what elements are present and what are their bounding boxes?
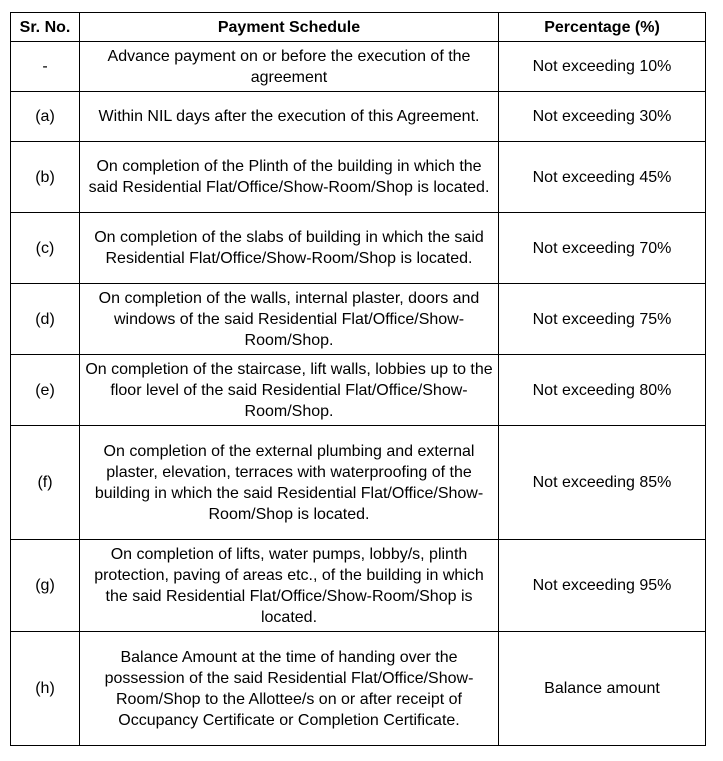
payment-schedule-table [10, 12, 706, 746]
percentage-cell: Not exceeding 30% [499, 92, 706, 142]
schedule-cell: On completion of lifts, water pumps, lobby/s, plinth protection, paving of areas etc., of the building in which the said Residential Flat/Office/Show-Room/Shop is located. [80, 540, 499, 632]
percentage-cell: Not exceeding 45% [499, 142, 706, 213]
table-row [11, 42, 706, 92]
header-sr-no: Sr. No. [11, 13, 80, 42]
percentage-cell: Not exceeding 10% [499, 42, 706, 92]
table-row [11, 284, 706, 355]
schedule-cell: On completion of the walls, internal plaster, doors and windows of the said Residential Flat/Office/Show-Room/Shop. [80, 284, 499, 355]
percentage-cell: Not exceeding 70% [499, 213, 706, 284]
table-row [11, 142, 706, 213]
percentage-cell: Not exceeding 75% [499, 284, 706, 355]
table-row [11, 540, 706, 632]
sr-no-cell: (a) [11, 92, 80, 142]
table-row [11, 426, 706, 540]
sr-no-cell: - [11, 42, 80, 92]
schedule-cell: On completion of the Plinth of the building in which the said Residential Flat/Office/Show-Room/Shop is located. [80, 142, 499, 213]
sr-no-cell: (e) [11, 355, 80, 426]
schedule-cell: Advance payment on or before the execution of the agreement [80, 42, 499, 92]
schedule-cell: Balance Amount at the time of handing over the possession of the said Residential Flat/Office/Show-Room/Shop to the Allottee/s on or after receipt of Occupancy Certificate or Completion Certificate. [80, 632, 499, 746]
sr-no-cell: (f) [11, 426, 80, 540]
percentage-cell: Not exceeding 95% [499, 540, 706, 632]
sr-no-cell: (b) [11, 142, 80, 213]
sr-no-cell: (c) [11, 213, 80, 284]
table-row [11, 213, 706, 284]
sr-no-cell: (d) [11, 284, 80, 355]
schedule-cell: On completion of the staircase, lift walls, lobbies up to the floor level of the said Residential Flat/Office/Show-Room/Shop. [80, 355, 499, 426]
table-row [11, 632, 706, 746]
header-payment-schedule: Payment Schedule [80, 13, 499, 42]
percentage-cell: Not exceeding 80% [499, 355, 706, 426]
sr-no-cell: (h) [11, 632, 80, 746]
table-row [11, 355, 706, 426]
sr-no-cell: (g) [11, 540, 80, 632]
schedule-cell: On completion of the slabs of building in which the said Residential Flat/Office/Show-Room/Shop is located. [80, 213, 499, 284]
schedule-cell: Within NIL days after the execution of this Agreement. [80, 92, 499, 142]
percentage-cell: Not exceeding 85% [499, 426, 706, 540]
table-row [11, 92, 706, 142]
schedule-cell: On completion of the external plumbing and external plaster, elevation, terraces with waterproofing of the building in which the said Residential Flat/Office/Show-Room/Shop is located. [80, 426, 499, 540]
header-percentage: Percentage (%) [499, 13, 706, 42]
header-row [11, 13, 706, 42]
percentage-cell: Balance amount [499, 632, 706, 746]
